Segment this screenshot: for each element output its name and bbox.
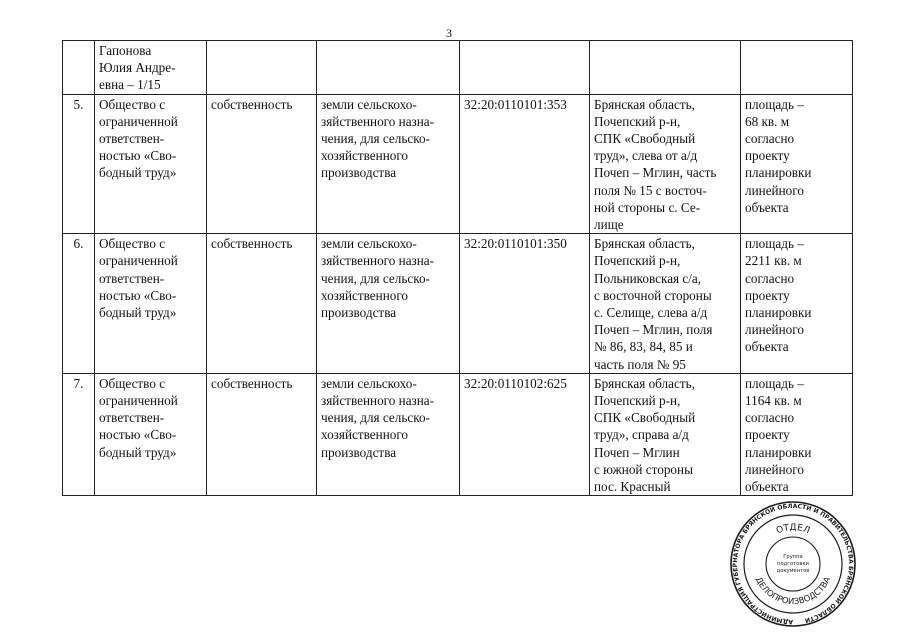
cell-num: 5. [63,94,95,234]
cell-right [207,41,317,95]
cell-location: Брянская область, Почепский р-н, СПК «Свободный труд», слева от а/д Почеп – Мглин, часть поля № 15 с восточ- ной стороны с. Се- лище [590,94,741,234]
cell-category: земли сельскохо- зяйственного назна- чения, для сельско- хозяйственного производства [317,94,460,234]
stamp-lower-text: ДЕЛОПРОИЗВОДСТВА [753,575,833,607]
cell-right: собственность [207,94,317,234]
cell-category [317,41,460,95]
cell-cadastral: 32:20:0110101:350 [460,234,590,374]
cell-location: Брянская область, Почепский р-н, Польниковская с/а, с восточной стороны с. Селище, слева а/д Почеп – Мглин, поля № 86, 83, 84, 85 и часть поля № 95 [590,234,741,374]
stamp-center-line: подготовки [777,561,809,567]
cell-cadastral: 32:20:0110102:625 [460,373,590,495]
page-number: 3 [446,26,452,40]
cell-location [590,41,741,95]
cell-num: 6. [63,234,95,374]
cell-location: Брянская область, Почепский р-н, СПК «Свободный труд», справа а/д Почеп – Мглин с южной стороны пос. Красный [590,373,741,495]
table-row [63,373,853,495]
stamp-outer-text: АДМИНИСТРАЦИЯ ГУБЕРНАТОРА БРЯНСКОЙ ОБЛАСТИ И ПРАВИТЕЛЬСТВА БРЯНСКОЙ ОБЛАСТИ [731,502,855,626]
cell-area: площадь – 68 кв. м согласно проекту планировки линейного объекта [741,94,853,234]
cell-category: земли сельскохо- зяйственного назна- чения, для сельско- хозяйственного производства [317,373,460,495]
stamp-center-line: документов [776,568,810,574]
cell-owner: Гапонова Юлия Андре- евна – 1/15 [95,41,207,95]
cell-cadastral: 32:20:0110101:353 [460,94,590,234]
cell-owner: Общество с ограниченной ответствен- ностью «Сво- бодный труд» [95,373,207,495]
cell-area [741,41,853,95]
cell-category: земли сельскохо- зяйственного назна- чения, для сельско- хозяйственного производства [317,234,460,374]
stamp-center-line: Группа [783,554,803,560]
table-row [63,94,853,234]
table-row [63,234,853,374]
cell-cadastral [460,41,590,95]
cell-owner: Общество с ограниченной ответствен- ностью «Сво- бодный труд» [95,234,207,374]
cell-area: площадь – 2211 кв. м согласно проекту планировки линейного объекта [741,234,853,374]
land-plots-table [62,40,853,496]
cell-area: площадь – 1164 кв. м согласно проекту планировки линейного объекта [741,373,853,495]
stamp-upper-text: ОТДЕЛ [774,522,812,537]
table-row [63,41,853,95]
cell-right: собственность [207,373,317,495]
official-stamp [729,500,857,628]
cell-right: собственность [207,234,317,374]
cell-owner: Общество с ограниченной ответствен- ностью «Сво- бодный труд» [95,94,207,234]
cell-num [63,41,95,95]
cell-num: 7. [63,373,95,495]
